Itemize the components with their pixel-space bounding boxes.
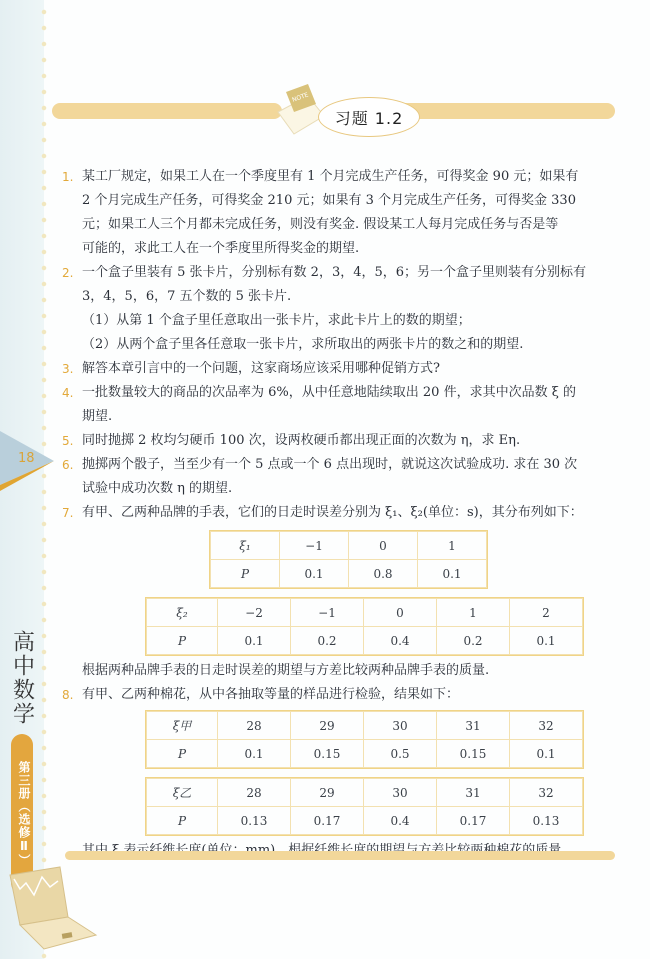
table-cell: 0.1 [218,627,291,655]
problem-3 [64,357,614,381]
table-var-label: ξ甲 [147,712,218,740]
problem-7 [64,501,614,683]
table-p-label: P [211,560,280,588]
table-cell: 0.8 [349,560,418,588]
table-p-label: P [147,807,218,835]
table-cell: 2 [510,599,583,627]
table-cell: 30 [364,779,437,807]
sub-question: （1）从第 1 个盒子里任意取出一张卡片，求此卡片上的数的期望； [82,313,471,328]
table-cell: 0.4 [364,807,437,835]
volume-label: 第三册（选修Ⅱ） [11,734,33,894]
section-title-badge [318,97,420,137]
problem-number: 4. [62,386,74,400]
table-cell: 32 [510,712,583,740]
table-cell: −2 [218,599,291,627]
table-cell: 28 [218,712,291,740]
sub-question: （2）从两个盒子里各任意取一张卡片，求所取出的两张卡片的数之和的期望. [82,337,524,352]
problem-2 [64,261,614,357]
problem-text: 一个盒子里装有 5 张卡片，分别标有数 2，3，4，5，6；另一个盒子里则装有分别标有 [82,265,587,280]
problem-1 [64,165,614,261]
problem-4 [64,381,614,429]
table-cell: 30 [364,712,437,740]
table-cell: 0.2 [437,627,510,655]
header-bar-left [52,103,282,119]
problem-text: 有甲、乙两种棉花，从中各抽取等量的样品进行检验，结果如下： [82,687,460,702]
table-cell: 0.13 [510,807,583,835]
problem-text: 可能的，求此工人在一个季度里所得奖金的期望. [82,241,360,256]
problem-6 [64,453,614,501]
problem-text: 解答本章引言中的一个问题，这家商场应该采用哪种促销方式? [82,361,440,376]
table-cell: 0.17 [291,807,364,835]
problem-number: 7. [62,506,74,520]
distribution-table-xi2 [146,598,583,655]
problem-number: 6. [62,458,74,472]
problem-number: 1. [62,170,74,184]
table-cell: 32 [510,779,583,807]
svg-text:NOTE: NOTE [291,91,310,104]
table-cell: 0.1 [418,560,487,588]
table-cell: 0.17 [437,807,510,835]
problem-text: 3，4，5，6，7 五个数的 5 张卡片. [82,289,292,304]
series-title: 高中数学 [9,630,35,726]
table-var-label: ξ₁ [211,532,280,560]
table-cell: 31 [437,779,510,807]
exercise-content [64,165,614,863]
problem-text: 2 个月完成生产任务，可得奖金 210 元；如果有 3 个月完成生产任务，可得奖金 330 [82,193,576,208]
table-cell: 0.1 [218,740,291,768]
distribution-table-xi1 [210,531,487,588]
table-cell: 0.4 [364,627,437,655]
table-cell: 0.1 [510,740,583,768]
problem-text: 根据两种品牌手表的日走时误差的期望与方差比较两种品牌手表的质量. [82,663,490,678]
section-title: 习题 1.2 [334,108,404,128]
series-title-block [2,630,42,894]
footer-bar [65,851,615,860]
table-cell: 0.13 [218,807,291,835]
table-cell: 31 [437,712,510,740]
table-cell: 0.1 [280,560,349,588]
table-cell: 0.5 [364,740,437,768]
problem-text: 一批数量较大的商品的次品率为 6%，从中任意地陆续取出 20 件，求其中次品数 ξ 的 [82,385,576,400]
table-cell: 0.1 [510,627,583,655]
problem-8 [64,683,614,863]
table-var-label: ξ乙 [147,779,218,807]
table-var-label: ξ₂ [147,599,218,627]
table-cell: −1 [280,532,349,560]
table-cell: 1 [418,532,487,560]
table-cell: 29 [291,712,364,740]
table-p-label: P [147,740,218,768]
table-cell: 28 [218,779,291,807]
table-cell: 0.15 [291,740,364,768]
problem-5 [64,429,614,453]
table-cell: 0.2 [291,627,364,655]
problem-text: 抛掷两个骰子，当至少有一个 5 点或一个 6 点出现时，就说这次试验成功. 求在 30 次 [82,457,578,472]
page-number: 18 [18,451,35,466]
problem-text: 某工厂规定，如果工人在一个季度里有 1 个月完成生产任务，可得奖金 90 元；如果有 [82,169,579,184]
table-cell: 29 [291,779,364,807]
table-cell: 0 [364,599,437,627]
table-cell: 1 [437,599,510,627]
problem-number: 5. [62,434,74,448]
distribution-table-xi-yi [146,778,583,835]
table-cell: −1 [291,599,364,627]
problem-number: 8. [62,688,74,702]
header-bar-right-extend [410,103,615,119]
problem-text: 元；如果工人三个月都未完成任务，则没有奖金. 假设某工人每月完成任务与否是等 [82,217,559,232]
problem-text: 期望. [82,409,113,424]
problem-number: 3. [62,362,74,376]
laptop-icon [4,865,100,955]
table-p-label: P [147,627,218,655]
problem-text: 有甲、乙两种品牌的手表，它们的日走时误差分别为 ξ₁、ξ₂(单位：s)，其分布列如下： [82,505,583,520]
problem-text: 试验中成功次数 η 的期望. [82,481,233,496]
problem-text: 同时抛掷 2 枚均匀硬币 100 次，设两枚硬币都出现正面的次数为 η，求 Eη. [82,433,521,448]
table-cell: 0.15 [437,740,510,768]
distribution-table-xi-jia [146,711,583,768]
problem-number: 2. [62,266,74,280]
table-cell: 0 [349,532,418,560]
